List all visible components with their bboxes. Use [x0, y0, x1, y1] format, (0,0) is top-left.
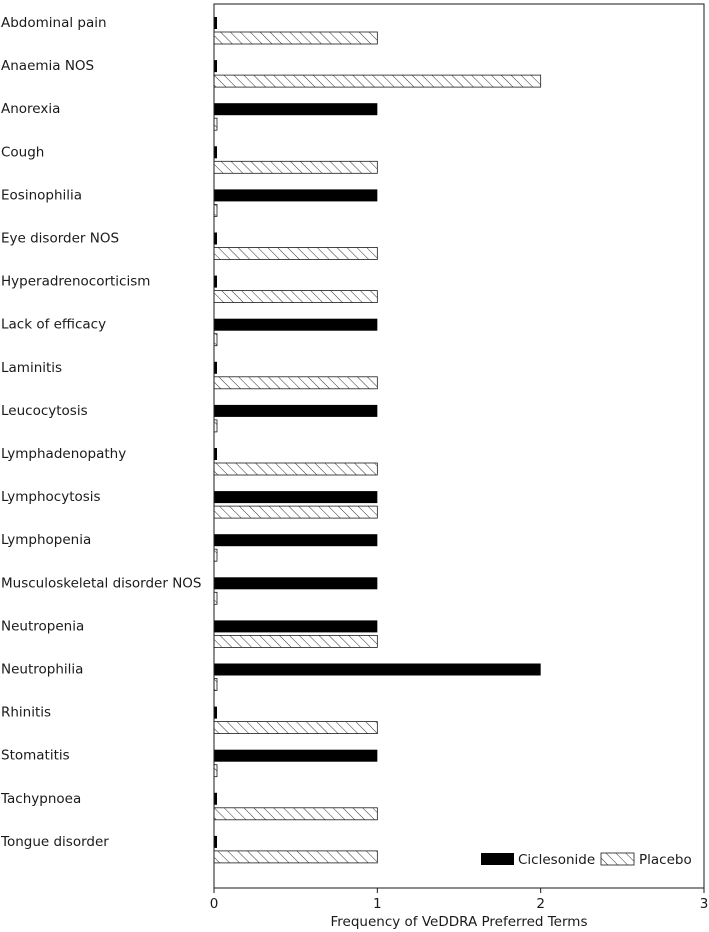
category-label-leucocytosis: Leucocytosis: [1, 402, 88, 419]
bar-ciclesonide-stomatitis: [214, 750, 377, 762]
bar-ciclesonide-leucocytosis: [214, 405, 377, 417]
bar-ciclesonide-lymphocytosis: [214, 491, 377, 503]
category-label-musculoskeletal-disorder-nos: Musculoskeletal disorder NOS: [1, 575, 202, 592]
category-label-tongue-disorder: Tongue disorder: [1, 833, 109, 850]
category-label-neutrophilia: Neutrophilia: [1, 661, 84, 678]
bar-placebo-lymphocytosis: [214, 506, 377, 518]
category-label-lymphadenopathy: Lymphadenopathy: [1, 446, 127, 462]
bars-layer: [214, 17, 541, 863]
legend-swatch-placebo: [601, 853, 634, 865]
x-tick-label-1: 1: [373, 896, 382, 912]
bar-ciclesonide-musculoskeletal-disorder-nos: [214, 577, 377, 589]
bar-placebo-lymphadenopathy: [214, 463, 377, 475]
x-tick-label-3: 3: [699, 896, 709, 912]
bar-placebo-hyperadrenocorticism: [214, 291, 377, 303]
bar-ciclesonide-eosinophilia: [214, 189, 377, 201]
category-label-hyperadrenocorticism: Hyperadrenocorticism: [1, 273, 151, 290]
legend-label-ciclesonide: Ciclesonide: [518, 852, 596, 868]
category-label-lymphopenia: Lymphopenia: [1, 532, 92, 549]
legend: [481, 852, 692, 868]
category-label-cough: Cough: [1, 144, 45, 161]
x-tick-label-2: 2: [536, 896, 545, 912]
category-label-lymphocytosis: Lymphocytosis: [1, 489, 101, 506]
category-labels: [0, 15, 202, 850]
legend-label-placebo: Placebo: [639, 852, 692, 868]
bar-placebo-eye-disorder-nos: [214, 248, 377, 260]
category-label-anaemia-nos: Anaemia NOS: [1, 58, 95, 75]
bar-placebo-abdominal-pain: [214, 32, 377, 44]
category-label-tachypnoea: Tachypnoea: [1, 790, 82, 807]
bar-placebo-cough: [214, 161, 377, 173]
bar-ciclesonide-neutrophilia: [214, 664, 541, 676]
category-label-rhinitis: Rhinitis: [1, 704, 52, 721]
bar-placebo-rhinitis: [214, 722, 377, 734]
bar-placebo-neutropenia: [214, 635, 377, 647]
bar-placebo-tongue-disorder: [214, 851, 377, 863]
bar-placebo-anaemia-nos: [214, 75, 541, 87]
category-label-abdominal-pain: Abdominal pain: [1, 15, 107, 31]
x-tick-label-0: 0: [209, 896, 219, 912]
category-label-laminitis: Laminitis: [1, 359, 63, 376]
category-label-neutropenia: Neutropenia: [1, 618, 85, 635]
category-label-lack-of-efficacy: Lack of efficacy: [1, 316, 107, 333]
category-label-stomatitis: Stomatitis: [1, 747, 70, 764]
legend-swatch-ciclesonide: [481, 853, 514, 865]
category-label-eosinophilia: Eosinophilia: [1, 187, 83, 204]
category-label-eye-disorder-nos: Eye disorder NOS: [1, 230, 120, 247]
bar-placebo-laminitis: [214, 377, 377, 389]
bar-ciclesonide-anorexia: [214, 103, 377, 115]
bar-ciclesonide-lack-of-efficacy: [214, 319, 377, 331]
category-label-anorexia: Anorexia: [1, 101, 61, 118]
x-axis-title: Frequency of VeDDRA Preferred Terms: [330, 914, 588, 930]
x-axis: [210, 888, 709, 912]
bar-ciclesonide-lymphopenia: [214, 534, 377, 546]
bar-ciclesonide-neutropenia: [214, 620, 377, 632]
bar-placebo-tachypnoea: [214, 808, 377, 820]
